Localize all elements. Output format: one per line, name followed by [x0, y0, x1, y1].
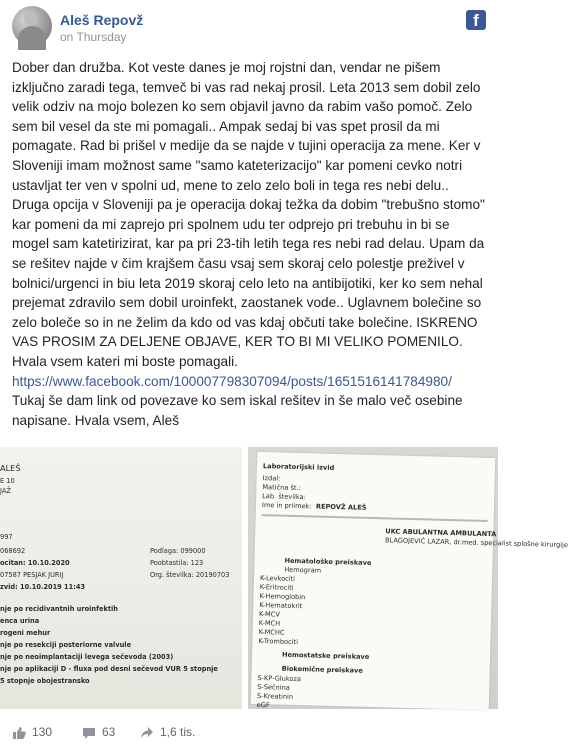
comment-icon: [82, 726, 96, 740]
doc-line: 5 stopnje obojestransko: [0, 677, 90, 685]
doc-line: UKC ABULANTNA AMBULANTA: [385, 527, 497, 539]
doc-line: BLAGOJEVIĆ LAZAR, dr.med. specialist splošne kirurgije: [384, 536, 569, 550]
post-header: [12, 6, 486, 50]
photo-grid: [0, 447, 569, 710]
doc-line: K-Eritrociti: [259, 583, 294, 592]
doc-line: K-Levkociti: [259, 574, 296, 583]
doc-line: Hematološke preiskave: [284, 556, 372, 567]
like-count-value: 130: [32, 725, 53, 739]
doc-line: rogeni mehur: [0, 629, 51, 637]
post-text-after-link: Tukaj še dam link od povezave ko sem iskal rešitev in še malo več osebine napisane. Hvala vsem, Aleš: [12, 393, 463, 428]
doc-line: Izdal:: [262, 474, 281, 483]
post-text: Dober dan družba. Kot veste danes je moj rojstni dan, vendar ne pišem izključno zaradi tega, temveč bi vas rad nekaj prosil. Leta 2013 sem dobil zelo velik odziv na mojo bolezen ko sem objavil javno da rabim vašo pomoč. Zelo sem bil vesel da ste mi pomagali.. Ampak sedaj bi vas spet prosil da mi pomagate. Rad bi prišel v medije da se najde v tujini operacija za mene. Ker v Sloveniji imam možnost same "samo kateterizacijo" kar pomeni cevko notri ustavljat ter ven v spolni ud, mene to zelo zelo boli in tega res nebi delu.. Druga opcija v Sloveniji pa je operacija dokaj težka da dobim "trebušno stomo" kar pomeni da mi zaprejo pri spolnem udu ter odprejo pri trebuhu in bi se mogel sam katetirizirat, kar pa pri 23-tih letih tega res nebi rad delau. Upam da se rešitev najde v čim krajšem času vsaj sem skoraj celo polestje preživel v bolnici/urgenci in biu leta 2019 skoraj celo leto na antibijotiki, ker ko sem nehal prejemat zdravilo sem dobil uroinfekt, zaostanek vode.. Uglavnem bolečine so zelo boleče so in ne želim da kdo od vas kdaj občuti take bolečine. ISKRENO VAS PROSIM ZA DELJENE OBJAVE, KER TO BI MI VELIKO POMENILO. Hvala vsem kateri mi boste pomagali.: [12, 60, 485, 369]
doc-line: S-KP-Glukoza: [257, 674, 302, 684]
doc-line: Hemogram: [284, 565, 322, 575]
doc-line: K-Hemoglobin: [259, 592, 306, 602]
doc-line: K-MCHC: [258, 628, 285, 637]
doc-line: ocitan: 10.10.2020: [0, 559, 70, 567]
doc-line: 068692: [0, 547, 26, 555]
doc-line: Matična št.:: [262, 483, 301, 493]
doc-line: K-MCH: [258, 619, 281, 628]
doc-line: nje po recidivantnih uroinfektih: [0, 605, 118, 613]
doc-line: Ime in priimek:: [261, 501, 312, 511]
doc-line: JAŽ: [0, 487, 11, 495]
post-timestamp[interactable]: on Thursday: [60, 30, 127, 44]
author-name[interactable]: Aleš Repovž: [60, 12, 144, 28]
doc-line: eGF: [256, 700, 270, 710]
post-body: [12, 58, 488, 430]
doc-line: K-Hematokrit: [259, 601, 303, 611]
photo-medical-referral[interactable]: [0, 447, 242, 709]
like-icon: [12, 726, 26, 740]
like-count[interactable]: [12, 724, 52, 740]
doc-line: Laboratorijski izvid: [262, 462, 335, 472]
doc-line: Podlaga: 099000: [150, 547, 206, 555]
comment-count-value: 63: [102, 725, 116, 739]
doc-line: S-Kreatinin: [256, 692, 294, 701]
avatar[interactable]: [12, 6, 52, 46]
share-count-value: 1,6 tis.: [160, 725, 196, 739]
doc-line: E 10: [0, 477, 15, 485]
doc-line: 997: [0, 533, 13, 541]
post-link[interactable]: https://www.facebook.com/100007798307094/posts/1651516141784980/: [12, 373, 452, 389]
doc-line: K-Trombociti: [258, 637, 299, 647]
doc-line: nje po resekciji posteriorne valvule: [0, 641, 132, 649]
doc-line: REPOVŽ ALEŠ: [315, 502, 367, 512]
divider: [262, 514, 488, 522]
comment-count[interactable]: [82, 724, 115, 740]
facebook-icon[interactable]: f: [466, 10, 486, 30]
doc-line: ALEŠ: [0, 463, 21, 473]
avatar-head: [24, 12, 38, 26]
doc-line: Hemostatske preiskave: [281, 650, 370, 661]
doc-line: Biokemične preiskave: [281, 664, 363, 675]
doc-line: enca urina: [0, 617, 40, 625]
reactions-bar: [12, 720, 486, 744]
doc-line: K-MCV: [258, 610, 281, 619]
doc-line: zvid: 10.10.2019 11:43: [0, 583, 86, 591]
lab-report-sheet: [251, 452, 569, 710]
doc-line: S-Sečnina: [257, 683, 290, 692]
doc-line: nje po aplikaciji D - fluxa pod desni sečevod VUR 5 stopnje: [0, 665, 218, 673]
doc-line: nje po neoimplantaciji levega sečevoda (2003): [0, 653, 174, 661]
share-icon: [140, 726, 154, 740]
share-count[interactable]: [140, 724, 195, 740]
doc-line: Lab. številka:: [262, 492, 306, 502]
doc-line: 07587 PESJAK JURIJ: [0, 571, 64, 579]
doc-line: Org. številka: 20190703: [150, 571, 230, 579]
avatar-torso: [18, 26, 46, 50]
doc-line: Poobtastila: 123: [150, 559, 204, 567]
photo-lab-report[interactable]: [248, 447, 569, 710]
